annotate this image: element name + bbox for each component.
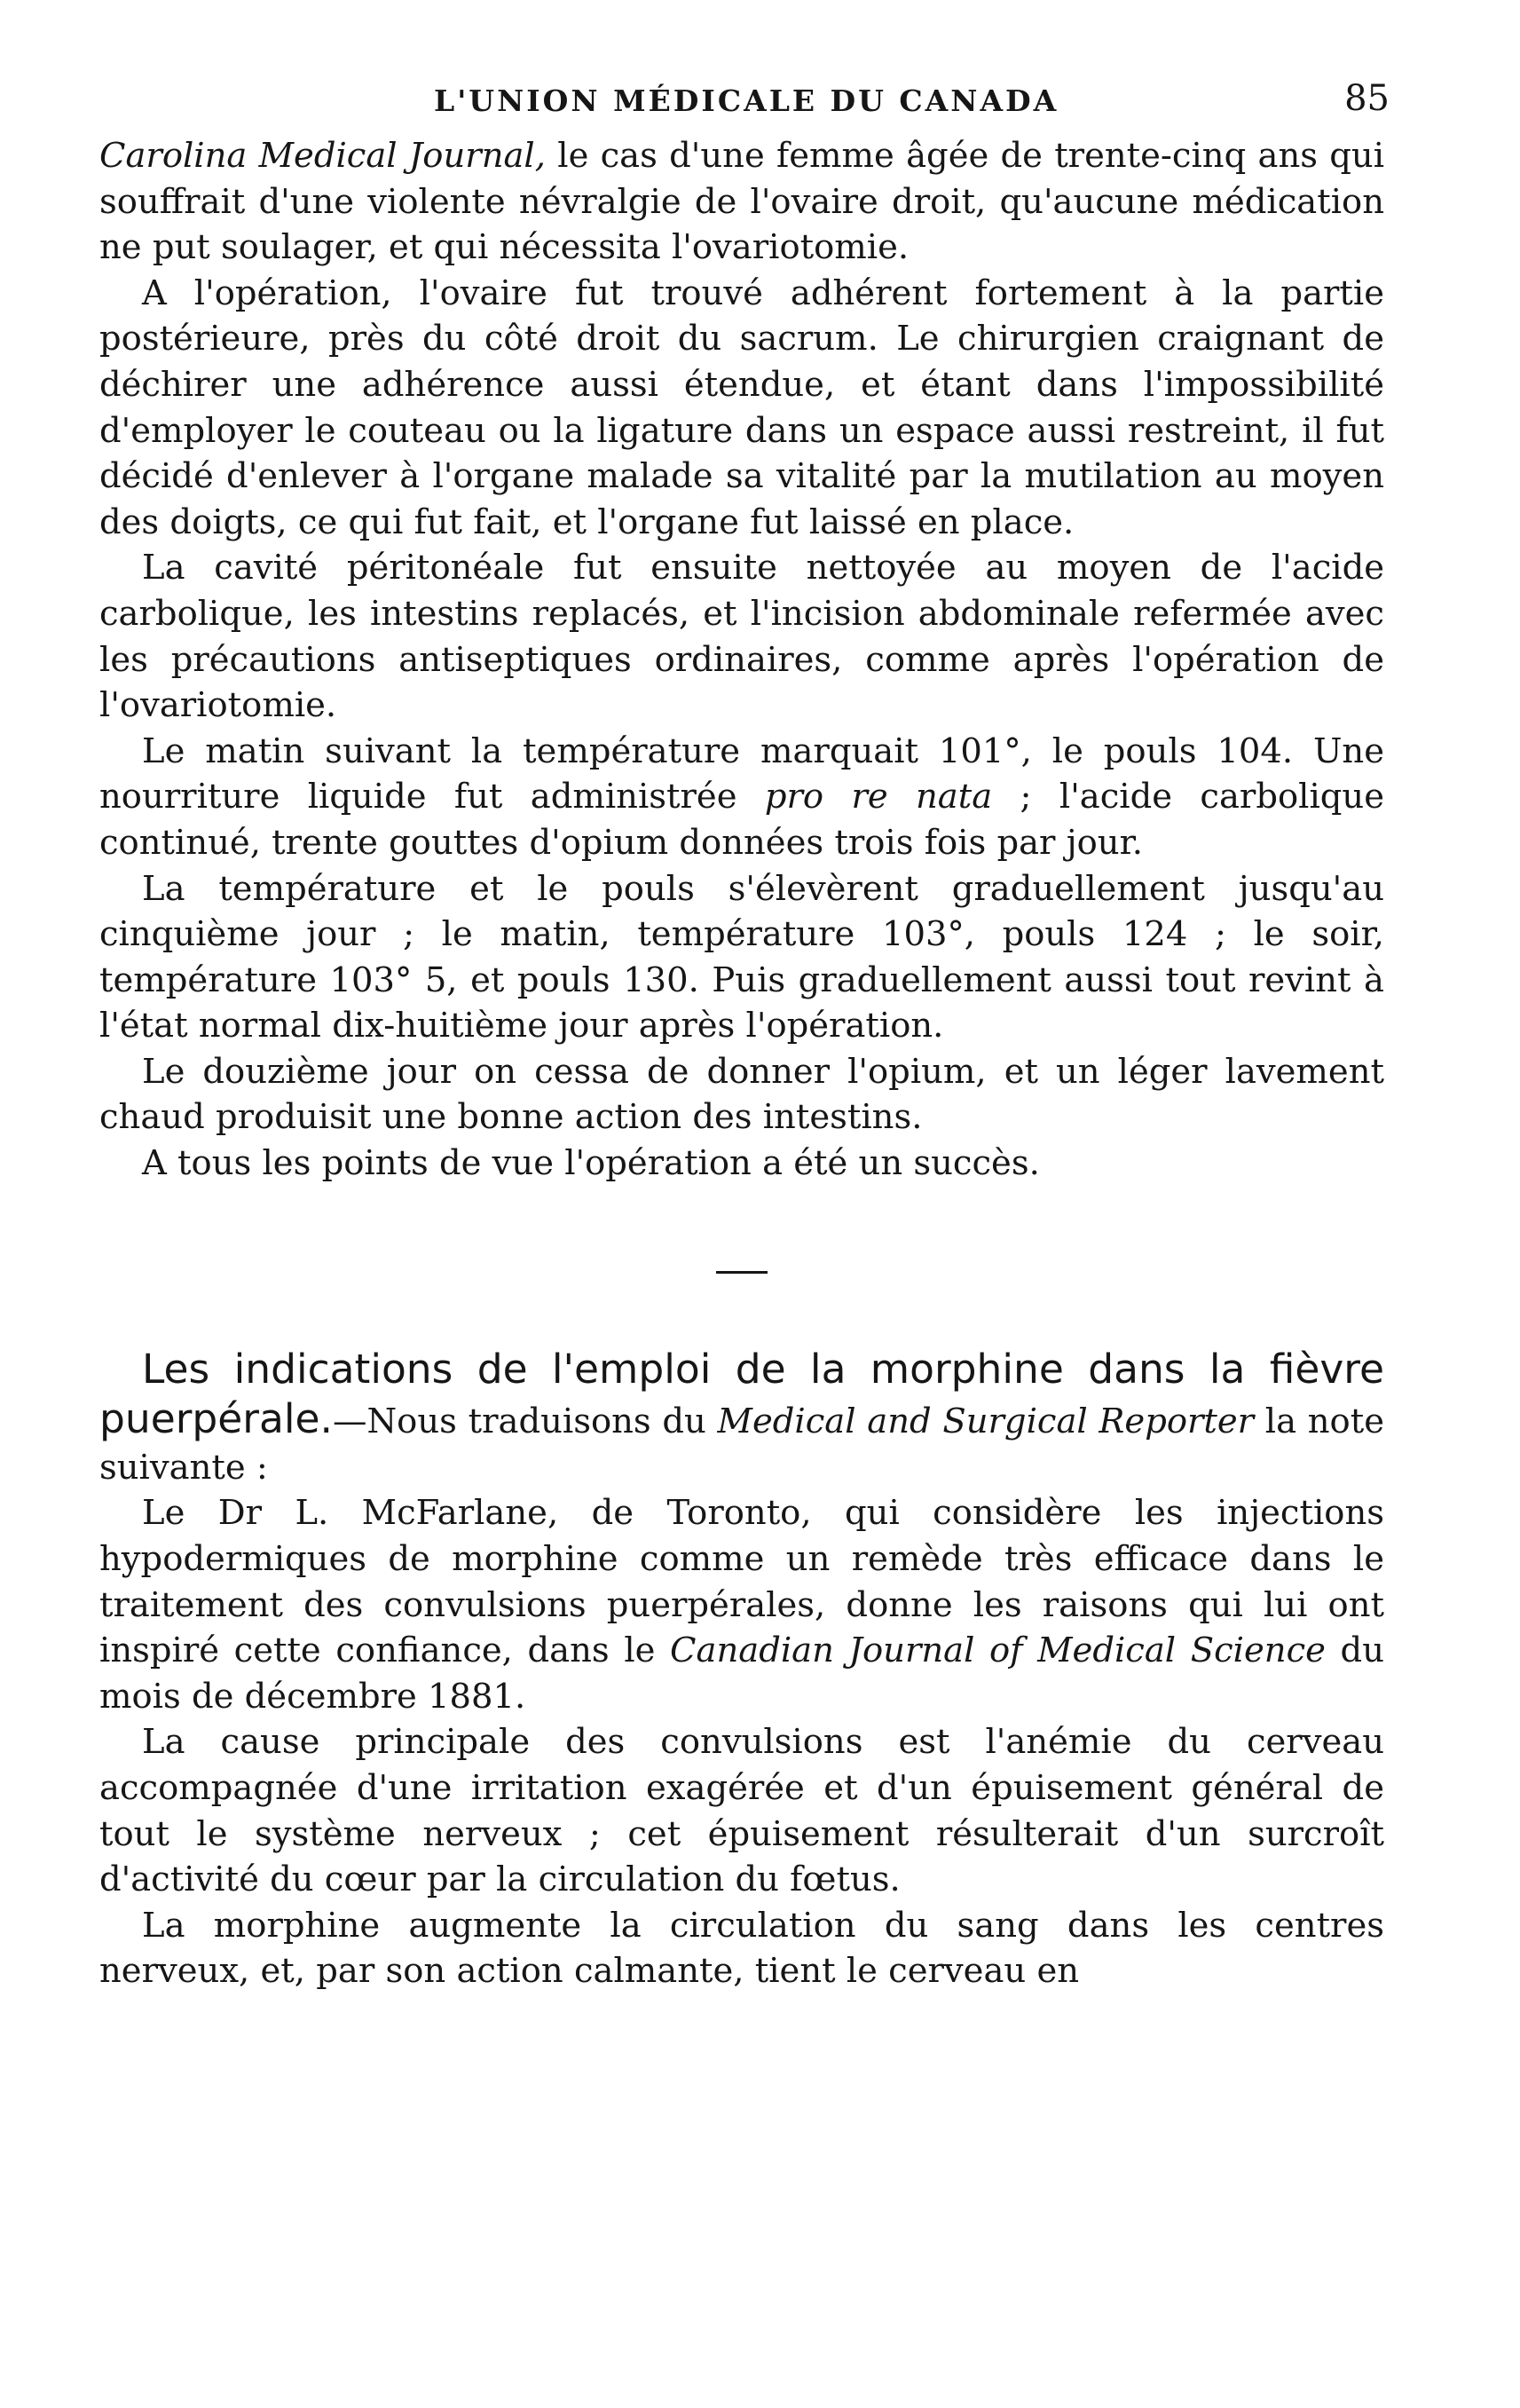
article-ovariotomy (99, 133, 1384, 1187)
paragraph: A l'opération, l'ovaire fut trouvé adhérent fortement à la partie postérieure, près du côté droit du sacrum. Le chirurgien craignant de déchirer une adhérence aussi étendue, et étant dans l'impossibilité d'employer le couteau ou la ligature dans un espace aussi restreint, il fut décidé d'enlever à l'organe malade sa vitalité par la mutilation au moyen des doigts, ce qui fut fait, et l'organe fut laissé en place. (99, 272, 1384, 542)
latin-phrase: pro re nata (764, 777, 993, 817)
journal-name: Canadian Journal of Medical Science (670, 1630, 1326, 1671)
paragraph: La cause principale des convulsions est l'anémie du cerveau accompagnée d'une irritation exagérée et d'un épuisement général de tout le système nerveux ; cet épuisement résulterait d'un surcroît d'activité du cœur par la circulation du fœtus. (99, 1722, 1384, 1900)
page-number: 85 (1344, 78, 1390, 119)
paragraph: Le douzième jour on cessa de donner l'opium, et un léger lavement chaud produisit une bonne action des intestins. (99, 1051, 1384, 1138)
article-morphine (99, 1345, 1384, 1994)
document-page (99, 71, 1390, 1994)
running-head: L'UNION MÉDICALE DU CANADA (434, 83, 1059, 118)
article-lead-paragraph: Les indications de l'emploi de la morphine dans la fièvre puerpérale.—Nous traduisons du Medical and Surgical Reporter la note suivante : (99, 1345, 1384, 1488)
paragraph: A tous les points de vue l'opération a été un succès. (142, 1143, 1040, 1184)
paragraph: Carolina Medical Journal, le cas d'une femme âgée de trente-cinq ans qui souffrait d'une violente névralgie de l'ovaire droit, qu'aucune médication ne put soulager, et qui nécessita l'ovariotomie. (99, 136, 1385, 268)
paragraph: Le Dr L. McFarlane, de Toronto, qui considère les injections hypodermiques de morphine comme un remède très efficace dans le traitement des convulsions puerpérales, donne les raisons qui lui ont inspiré cette confiance, dans le Canadian Journal of Medical Science du mois de décembre 1881. (99, 1493, 1384, 1717)
paragraph: La température et le pouls s'élevèrent graduellement jusqu'au cinquième jour ; le matin, température 103°, pouls 124 ; le soir, température 103° 5, et pouls 130. Puis graduellement aussi tout revint à l'état normal dix-huitième jour après l'opération. (99, 868, 1384, 1046)
paragraph: Le matin suivant la température marquait 101°, le pouls 104. Une nourriture liquide fut administrée pro re nata ; l'acide carbolique continué, trente gouttes d'opium données trois fois par jour. (99, 730, 1384, 863)
paragraph: La cavité péritonéale fut ensuite nettoyée au moyen de l'acide carbolique, les intestins replacés, et l'incision abdominale refermée avec les précautions antiseptiques ordinaires, comme après l'opération de l'ovariotomie. (99, 548, 1384, 726)
page-header (99, 71, 1390, 133)
journal-name: Medical and Surgical Reporter (717, 1401, 1255, 1442)
section-separator (716, 1271, 768, 1274)
paragraph: La morphine augmente la circulation du sang dans les centres nerveux, et, par son action calmante, tient le cerveau en (99, 1905, 1384, 1992)
section-title: Les indications de l'emploi de la morphine dans la fièvre puerpérale. (99, 1345, 1384, 1443)
journal-name: Carolina Medical Journal, (99, 136, 546, 176)
